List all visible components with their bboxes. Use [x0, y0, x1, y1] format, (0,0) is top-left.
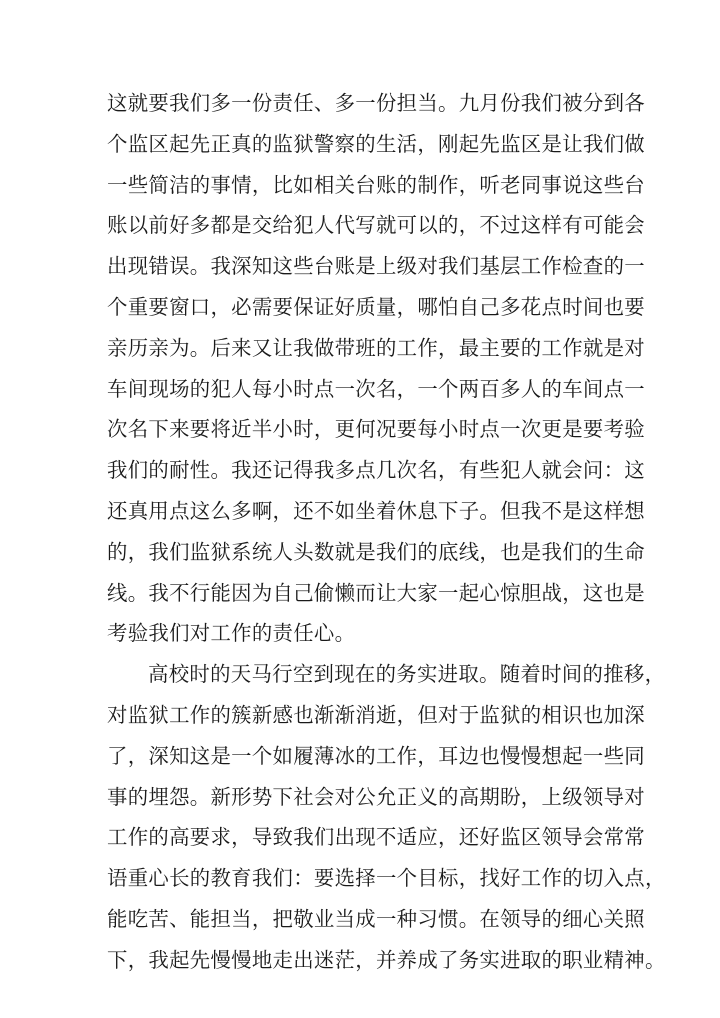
text-line: 账以前好多都是交给犯人代写就可以的，不过这样有可能会 — [107, 213, 645, 238]
document-body — [107, 83, 666, 981]
text-line: 下，我起先慢慢地走出迷茫，并养成了务实进取的职业精神。 — [107, 947, 666, 972]
text-line: 个重要窗口，必需要保证好质量，哪怕自己多花点时间也要 — [107, 294, 645, 319]
text-line: 能吃苦、能担当，把敬业当成一种习惯。在领导的细心关照 — [107, 906, 645, 931]
text-line: 语重心长的教育我们：要选择一个目标，找好工作的切入点， — [107, 866, 666, 891]
text-line: 次名下来要将近半小时，更何况要每小时点一次更是要考验 — [107, 417, 645, 442]
text-line: 了，深知这是一个如履薄冰的工作，耳边也慢慢想起一些同 — [107, 743, 645, 768]
text-line: 一些简洁的事情，比如相关台账的制作，听老同事说这些台 — [107, 172, 645, 197]
text-line: 高校时的天马行空到现在的务实进取。随着时间的推移， — [148, 662, 666, 687]
text-line: 我们的耐性。我还记得我多点几次名，有些犯人就会问：这 — [107, 458, 645, 483]
text-line: 的，我们监狱系统人头数就是我们的底线，也是我们的生命 — [107, 539, 645, 564]
paragraph-1 — [107, 83, 645, 654]
text-line: 这就要我们多一份责任、多一份担当。九月份我们被分到各 — [107, 91, 645, 115]
text-line: 亲历亲为。后来又让我做带班的工作，最主要的工作就是对 — [107, 335, 645, 360]
text-line: 考验我们对工作的责任心。 — [107, 621, 356, 646]
text-line: 个监区起先正真的监狱警察的生活，刚起先监区是让我们做 — [107, 131, 645, 156]
paragraph-2 — [107, 654, 666, 980]
text-line: 车间现场的犯人每小时点一次名，一个两百多人的车间点一 — [107, 376, 645, 401]
text-line: 工作的高要求，导致我们出现不适应，还好监区领导会常常 — [107, 825, 645, 850]
text-line: 线。我不行能因为自己偷懒而让大家一起心惊胆战，这也是 — [107, 580, 645, 605]
text-line: 还真用点这么多啊，还不如坐着休息下子。但我不是这样想 — [107, 498, 645, 523]
text-line: 事的埋怨。新形势下社会对公允正义的高期盼，上级领导对 — [107, 784, 645, 809]
text-line: 对监狱工作的簇新感也渐渐消逝，但对于监狱的相识也加深 — [107, 702, 645, 727]
text-line: 出现错误。我深知这些台账是上级对我们基层工作检查的一 — [107, 254, 645, 279]
